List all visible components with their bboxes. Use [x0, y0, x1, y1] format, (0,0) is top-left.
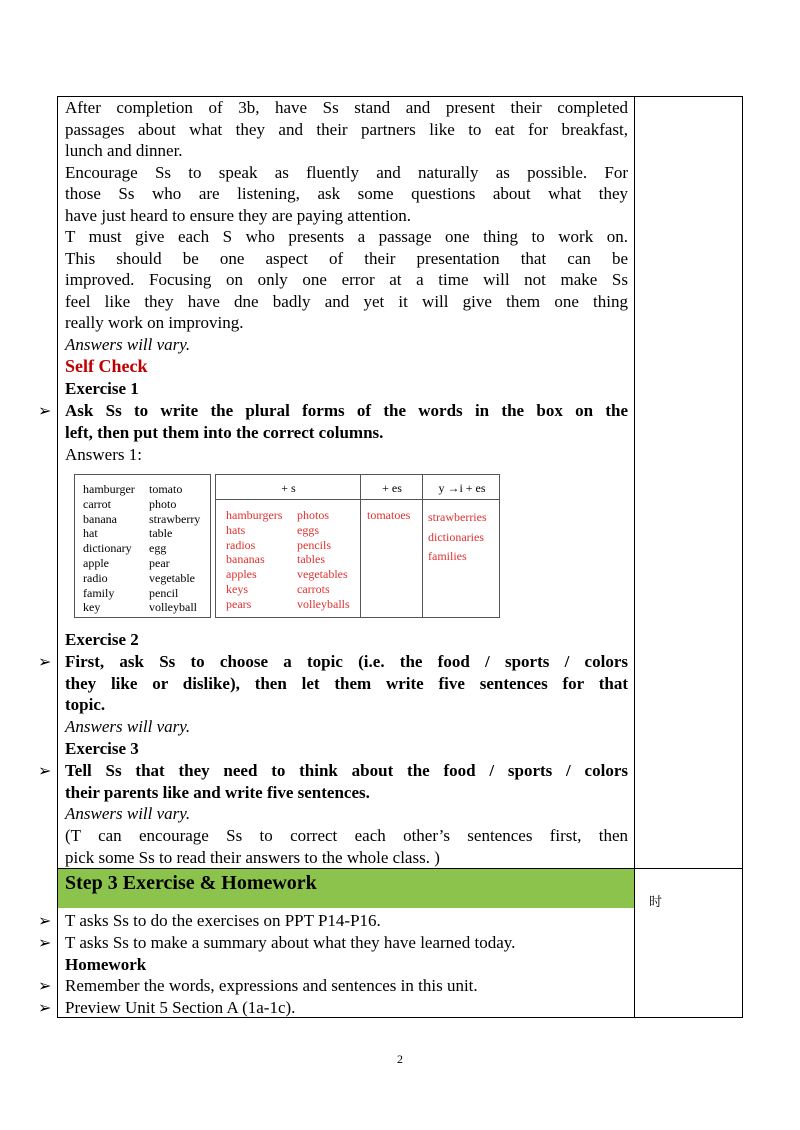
answer-word: hamburgers: [226, 508, 283, 522]
homework-heading: Homework: [65, 954, 147, 974]
word-box-word: key: [83, 600, 101, 615]
arrow-bullet-icon: ➢: [38, 911, 52, 930]
answers-note: Answers will vary.: [65, 335, 191, 354]
answer-column: [226, 508, 282, 612]
arrow-bullet-icon: ➢: [38, 997, 52, 1017]
word-box-row: [83, 526, 210, 541]
exercise-heading: Exercise 1: [65, 379, 139, 398]
answer-word: families: [428, 549, 467, 563]
step-item: T asks Ss to do the exercises on PPT P14-P16.: [65, 911, 381, 930]
self-check-heading: Self Check: [65, 356, 148, 376]
arrow-bullet-icon: ➢: [38, 976, 52, 995]
instruction-line: First, ask Ss to choose a topic (i.e. the food / sports / colors: [65, 652, 628, 671]
exercise-heading: Exercise 3: [65, 739, 139, 758]
side-note: 时: [649, 895, 663, 910]
word-box-word: tomato: [149, 482, 183, 496]
instruction-line: topic.: [65, 695, 106, 714]
answer-word: vegetables: [297, 567, 348, 582]
homework-item: Remember the words, expressions and sentences in this unit.: [65, 976, 478, 995]
exercise-heading: Exercise 2: [65, 630, 139, 649]
column-header: + s: [281, 481, 296, 495]
word-box-word: pear: [149, 555, 170, 570]
answer-word: photos: [297, 508, 330, 522]
text-line: have just heard to ensure they are paying attention.: [65, 205, 412, 225]
instruction-line: left, then put them into the correct columns.: [65, 422, 384, 442]
word-box-row: [83, 541, 210, 556]
step-title: Step 3 Exercise & Homework: [65, 872, 317, 894]
answer-word: apples: [226, 567, 257, 582]
answer-word: tomatoes: [367, 508, 411, 522]
column-header: y →i + es: [438, 481, 486, 495]
word-box: [74, 474, 211, 618]
text-line: pick some Ss to read their answers to the whole class. ): [65, 847, 440, 867]
answer-word: bananas: [226, 552, 265, 567]
text-line: passages about what they and their partners like to eat for breakfast,: [65, 119, 628, 139]
text-line: (T can encourage Ss to correct each other’s sentences first, then: [65, 826, 628, 845]
answer-word: strawberries: [428, 510, 487, 524]
arrow-bullet-icon: ➢: [38, 761, 52, 780]
answer-figure: [74, 474, 500, 620]
word-box-word: hat: [83, 526, 98, 541]
page-number: 2: [397, 1052, 403, 1066]
word-box-row: [83, 600, 210, 615]
answers-note: Answers will vary.: [65, 804, 191, 823]
word-box-row: [83, 571, 210, 586]
table-rule: [422, 475, 423, 617]
word-box-word: banana: [83, 511, 117, 526]
text-line: improved. Focusing on only one error at a time will not make Ss: [65, 270, 628, 289]
instruction-line: Ask Ss to write the plural forms of the words in the box on the: [65, 401, 628, 420]
word-box-word: table: [149, 526, 173, 541]
table-rule: [216, 499, 499, 500]
word-box-word: radio: [83, 570, 108, 585]
text-line: lunch and dinner.: [65, 141, 183, 160]
word-box-word: hamburger: [83, 482, 135, 496]
word-box-word: strawberry: [149, 511, 201, 526]
text-line: Encourage Ss to speak as fluently and naturally as possible. For: [65, 162, 628, 182]
table-rule: [360, 475, 361, 617]
answers-label: Answers 1:: [65, 445, 142, 464]
word-box-word: egg: [149, 541, 167, 556]
answer-word: radios: [226, 537, 256, 552]
text-line: After completion of 3b, have Ss stand and present their completed: [65, 98, 628, 117]
word-box-word: photo: [149, 496, 177, 511]
answer-word: hats: [226, 522, 246, 537]
word-box-row: [83, 586, 210, 601]
answer-column: [428, 508, 487, 567]
arrow-bullet-icon: ➢: [38, 401, 52, 420]
column-header: + es: [382, 481, 402, 495]
word-box-row: [83, 556, 210, 571]
text-line: T must give each S who presents a passage one thing to work on.: [65, 227, 628, 246]
instruction-line: their parents like and write five sentences.: [65, 782, 370, 802]
answer-word: dictionaries: [428, 529, 484, 544]
text-line: those Ss who are listening, ask some questions about what they: [65, 184, 628, 203]
word-box-word: dictionary: [83, 541, 132, 556]
answer-word: carrots: [297, 581, 330, 596]
word-box-word: family: [83, 585, 115, 600]
word-box-row: [83, 482, 210, 497]
word-box-word: vegetable: [149, 570, 195, 585]
word-box-row: [83, 512, 210, 527]
text-line: This should be one aspect of their presentation that can be: [65, 248, 628, 268]
answer-word: pears: [226, 596, 252, 611]
homework-item: Preview Unit 5 Section A (1a-1c).: [65, 997, 296, 1017]
answer-column: [367, 508, 410, 523]
instruction-line: they like or dislike), then let them write five sentences for that: [65, 673, 628, 693]
text-line: feel like they have dne badly and yet it will give them one thing: [65, 291, 628, 311]
word-box-word: volleyball: [149, 600, 197, 615]
arrow-bullet-icon: ➢: [38, 933, 52, 952]
answer-word: pencils: [297, 537, 331, 552]
column-divider: [634, 96, 635, 1018]
text-line: really work on improving.: [65, 313, 244, 332]
word-box-word: pencil: [149, 585, 179, 600]
answer-word: tables: [297, 552, 325, 567]
instruction-line: Tell Ss that they need to think about the food / sports / colors: [65, 761, 628, 780]
answer-word: volleyballs: [297, 596, 350, 611]
answer-word: eggs: [297, 522, 319, 537]
arrow-bullet-icon: ➢: [38, 652, 52, 671]
answer-word: keys: [226, 581, 248, 596]
word-box-row: [83, 497, 210, 512]
answer-column: [297, 508, 350, 612]
answer-table: [215, 474, 500, 618]
answers-note: Answers will vary.: [65, 717, 191, 736]
word-box-word: carrot: [83, 496, 111, 511]
step-item: T asks Ss to make a summary about what they have learned today.: [65, 933, 516, 952]
word-box-word: apple: [83, 555, 109, 570]
